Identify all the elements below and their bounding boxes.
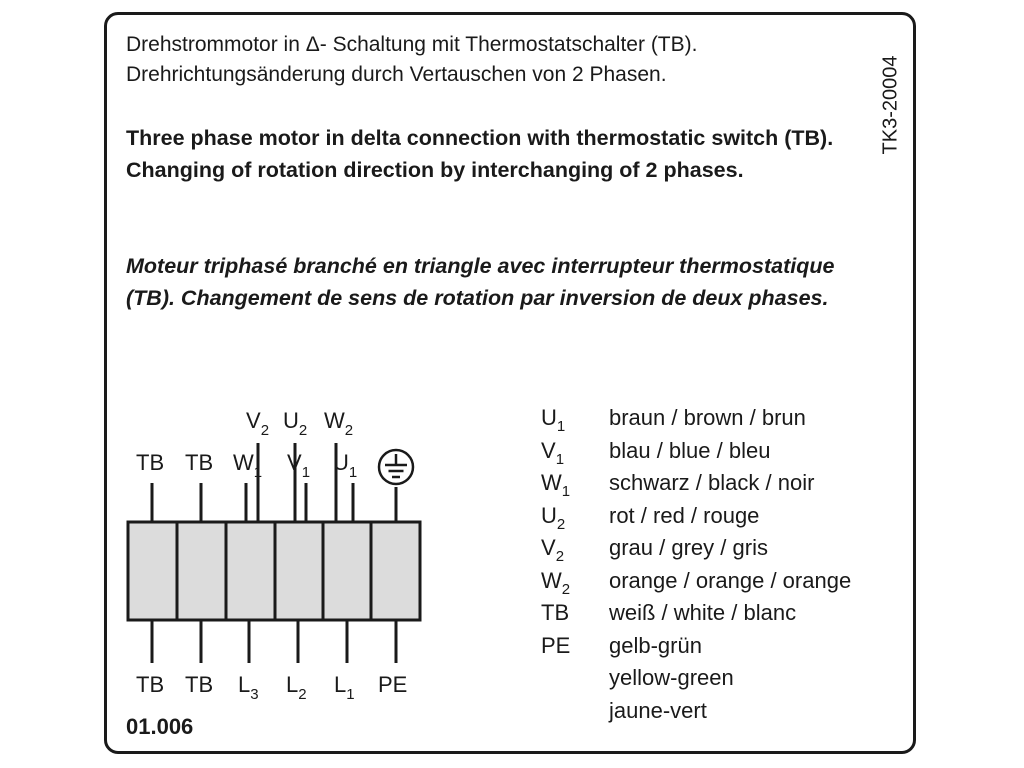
- label-l3: $L_3$: [238, 672, 259, 703]
- legend-value: blau / blue / bleu: [609, 437, 771, 463]
- label-tb-bottom-1: TB: [136, 672, 165, 697]
- document-code-text: TK3-20004: [879, 55, 902, 155]
- label-tb-top-2: TB: [185, 450, 214, 475]
- legend-value: orange / orange / orange: [609, 567, 852, 593]
- label-v1: $V_1$: [287, 450, 311, 481]
- english-description: Three phase motor in delta connection with thermostatic switch (TB). Changing of rotation direction by interchanging of 2 phases.: [126, 126, 834, 182]
- legend-value: rot / red / rouge: [609, 502, 760, 528]
- label-pe: PE: [378, 672, 408, 697]
- legend-value: braun / brown / brun: [609, 405, 806, 430]
- legend-value: weiß / white / blanc: [609, 600, 797, 625]
- legend-key: TB: [541, 600, 570, 625]
- legend-key: PE: [541, 632, 571, 658]
- legend-value: yellow-green: [609, 665, 734, 690]
- legend-key: $W_2$: [541, 567, 571, 598]
- german-description: [126, 30, 846, 90]
- document-code: [868, 30, 914, 180]
- label-w2: $W_2$: [324, 408, 354, 439]
- label-w1: $W_1$: [233, 450, 263, 481]
- label-v2: $V_2$: [246, 408, 270, 439]
- label-u2: $U_2$: [283, 408, 308, 439]
- legend-value: gelb-grün: [609, 632, 702, 658]
- earth-ground-icon: [379, 450, 413, 484]
- german-line-2: Drehrichtungsänderung durch Vertauschen von 2 Phasen.: [126, 63, 667, 86]
- legend-key: $U_2$: [541, 502, 566, 533]
- legend-key: $W_1$: [541, 470, 571, 500]
- label-l1: $L_1$: [334, 672, 355, 703]
- legend-value: jaune-vert: [609, 697, 707, 723]
- diagram-number: 01.006: [126, 714, 194, 739]
- terminal-block-diagram: [120, 395, 430, 710]
- legend-value: grau / grey / gris: [609, 535, 768, 560]
- label-u1: $U_1$: [333, 450, 358, 481]
- label-tb-bottom-2: TB: [185, 672, 214, 697]
- label-l2: $L_2$: [286, 672, 307, 703]
- legend-key: $V_2$: [541, 535, 565, 565]
- french-description: Moteur triphasé branché en triangle avec interrupteur thermostatique (TB). Changement de sens de rotation par inversion de deux phases.: [126, 254, 835, 310]
- german-line-1: Drehstrommotor in Δ- Schaltung mit Thermostatschalter (TB).: [126, 33, 698, 56]
- legend-key: $V_1$: [541, 437, 565, 468]
- label-tb-top-1: TB: [136, 450, 165, 475]
- legend-key: $U_1$: [541, 405, 566, 435]
- legend-value: schwarz / black / noir: [609, 470, 815, 495]
